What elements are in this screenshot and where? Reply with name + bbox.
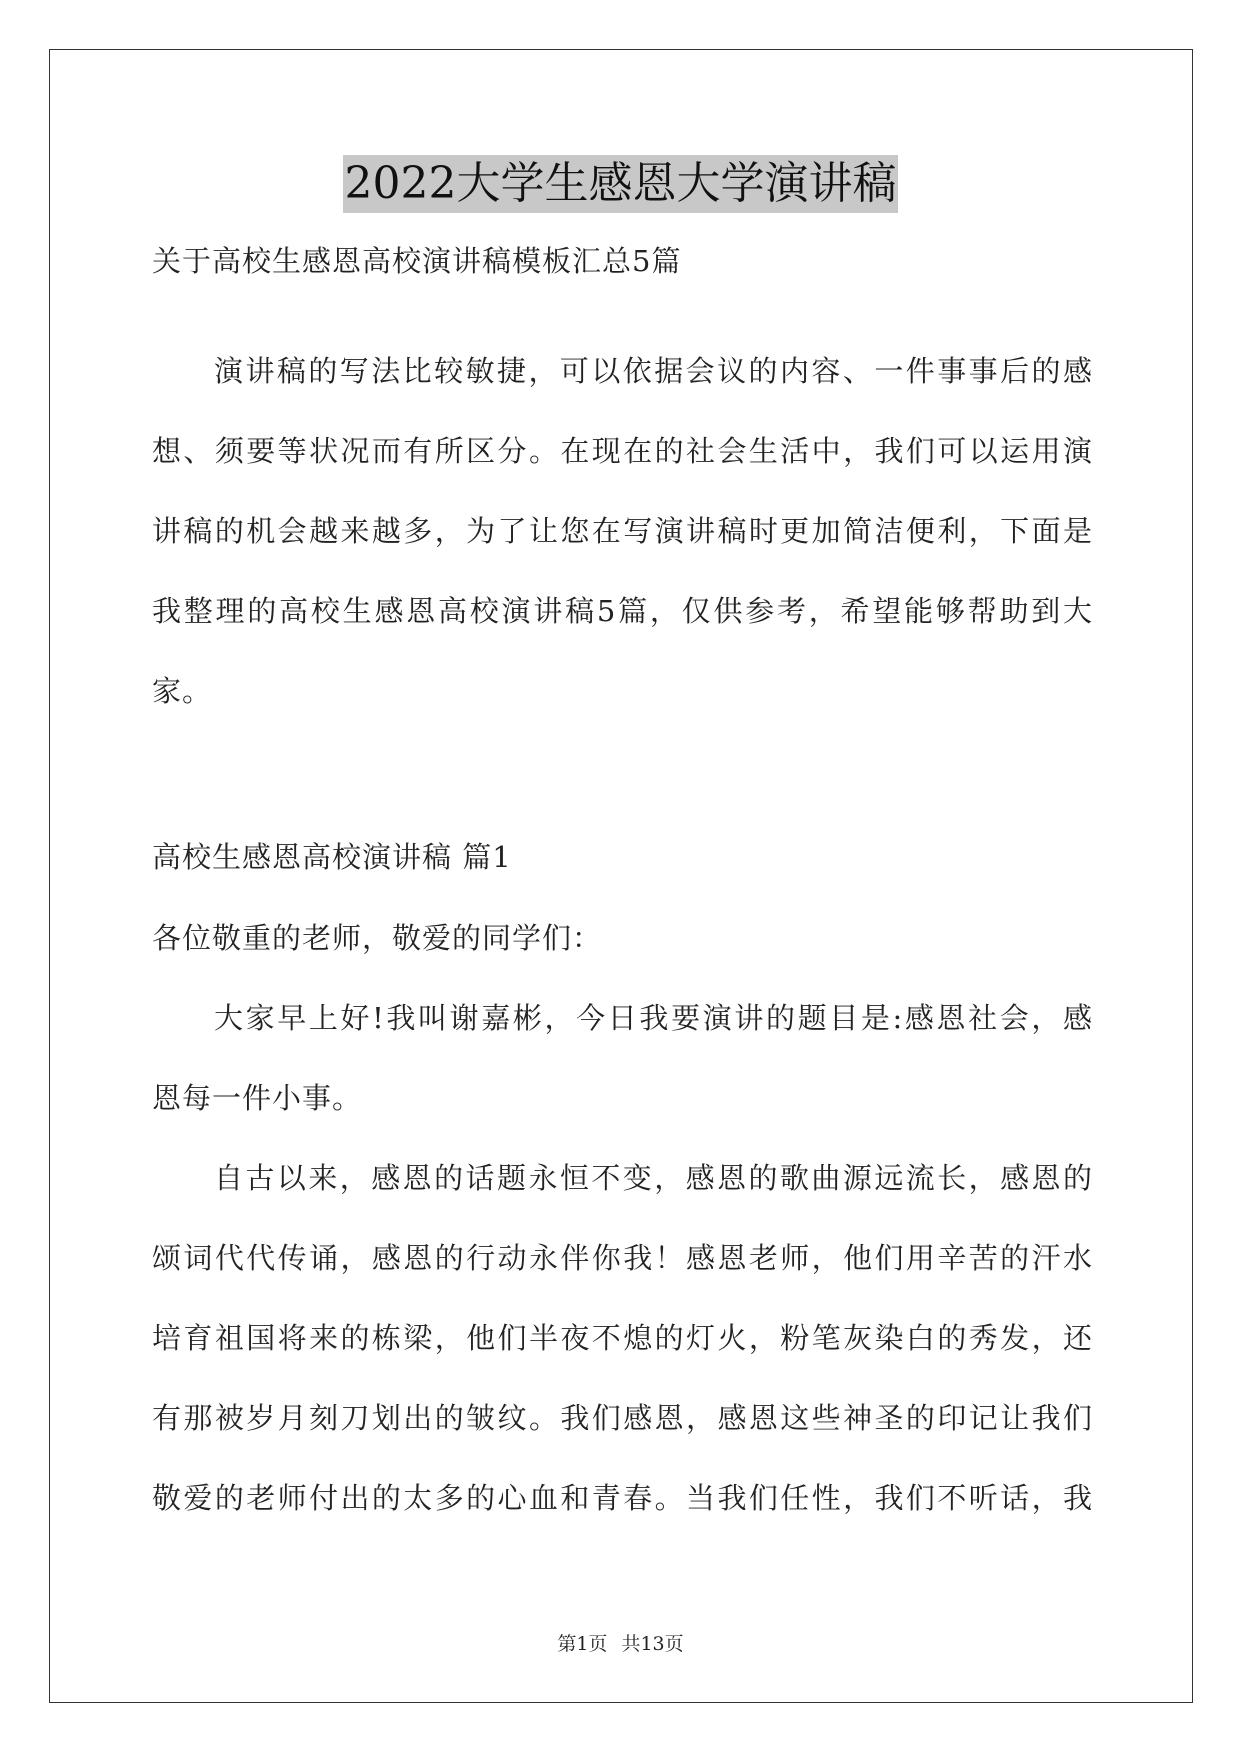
paragraph-line: 培育祖国将来的栋梁，他们半夜不熄的灯火，粉笔灰染白的秀发，还 [152, 1321, 1092, 1355]
paragraph-line: 敬爱的老师付出的太多的心血和青春。当我们任性，我们不听话，我 [152, 1481, 1092, 1515]
title-wrapper [0, 155, 1241, 213]
intro-line: 想、须要等状况而有所区分。在现在的社会生活中，我们可以运用演 [152, 434, 1092, 468]
intro-line: 讲稿的机会越来越多，为了让您在写演讲稿时更加简洁便利，下面是 [152, 514, 1092, 548]
page-footer [0, 1631, 1241, 1657]
intro-line: 演讲稿的写法比较敏捷，可以依据会议的内容、一件事事后的感 [214, 354, 1092, 388]
paragraph-line: 恩每一件小事。 [152, 1081, 363, 1115]
page-total: 共13页 [621, 1633, 684, 1655]
paragraph-line: 颂词代代传诵，感恩的行动永伴你我！感恩老师，他们用辛苦的汗水 [152, 1241, 1092, 1275]
section-heading: 高校生感恩高校演讲稿 篇1 [152, 840, 512, 874]
salutation: 各位敬重的老师，敬爱的同学们： [152, 921, 603, 955]
intro-line: 家。 [152, 674, 213, 708]
paragraph-line: 有那被岁月刻刀划出的皱纹。我们感恩，感恩这些神圣的印记让我们 [152, 1401, 1092, 1435]
document-subtitle: 关于高校生感恩高校演讲稿模板汇总5篇 [152, 244, 682, 278]
paragraph-line: 大家早上好!我叫谢嘉彬，今日我要演讲的题目是:感恩社会，感 [214, 1001, 1092, 1035]
page-number: 第1页 [557, 1633, 608, 1655]
paragraph-line: 自古以来，感恩的话题永恒不变，感恩的歌曲源远流长，感恩的 [214, 1161, 1092, 1195]
intro-line: 我整理的高校生感恩高校演讲稿5篇，仅供参考，希望能够帮助到大 [152, 594, 1092, 628]
document-title: 2022大学生感恩大学演讲稿 [343, 155, 899, 213]
